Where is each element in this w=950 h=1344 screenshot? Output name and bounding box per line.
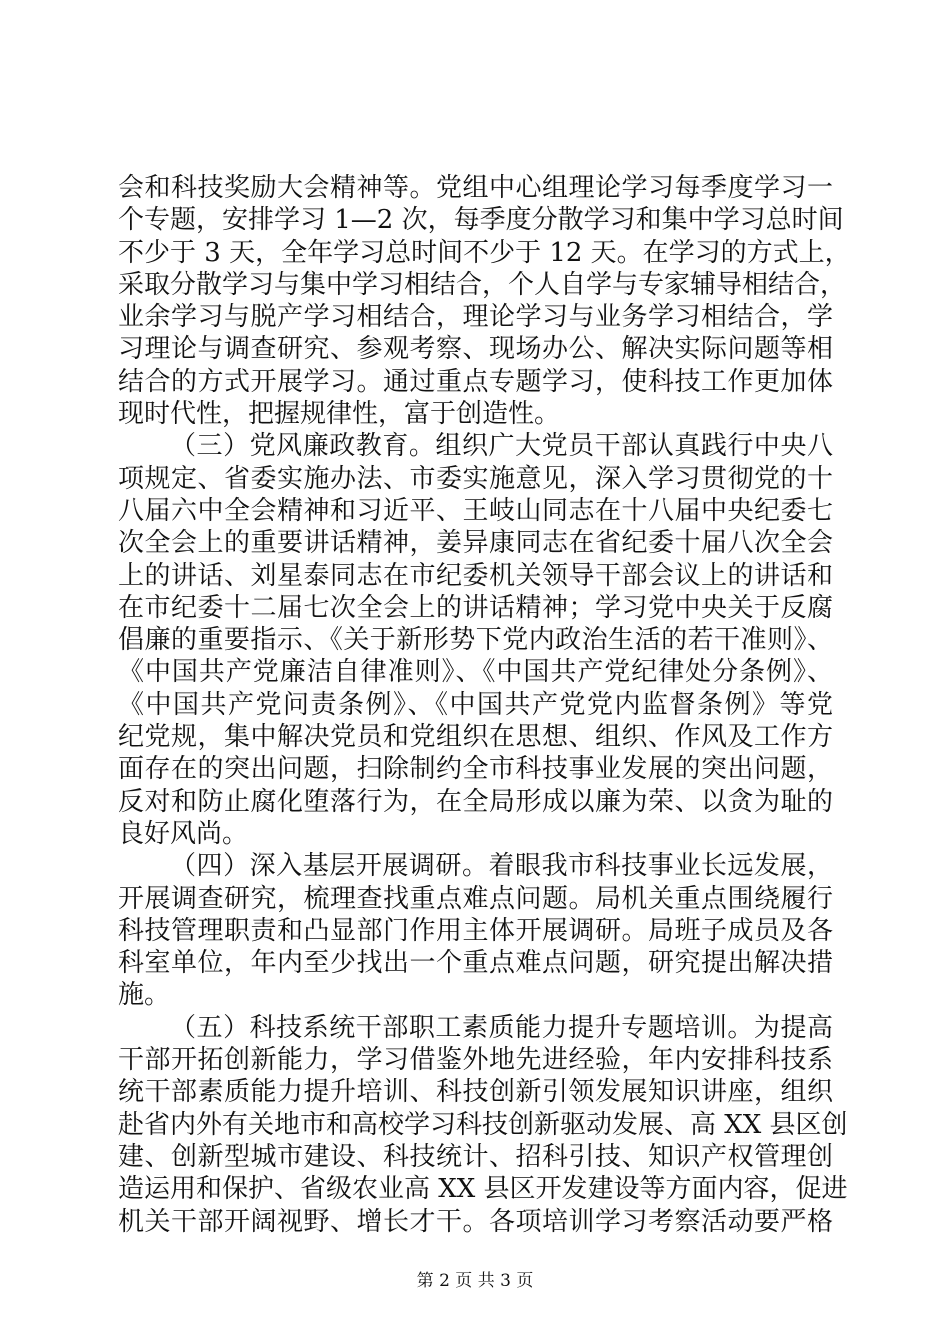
text-line: 《中国共产党问责条例》、《中国共产党党内监督条例》等党: [118, 689, 833, 720]
text-line: 干部开拓创新能力，学习借鉴外地先进经验，年内安排科技系: [118, 1045, 833, 1076]
text-line: 现时代性，把握规律性，富于创造性。: [118, 399, 561, 430]
text-line: 习理论与调查研究、参观考察、现场办公、解决实际问题等相: [118, 334, 833, 365]
text-line: 业余学习与脱产学习相结合，理论学习与业务学习相结合，学: [118, 302, 833, 333]
text-line: 科技管理职责和凸显部门作用主体开展调研。局班子成员及各: [118, 915, 833, 946]
text-line: 个专题，安排学习 1—2 次，每季度分散学习和集中学习总时间: [118, 205, 844, 236]
text-line: 面存在的突出问题，扫除制约全市科技事业发展的突出问题，: [118, 754, 833, 785]
text-line: 造运用和保护、省级农业高 XX 县区开发建设等方面内容，促进: [118, 1174, 848, 1205]
text-line: 在市纪委十二届七次全会上的讲话精神；学习党中央关于反腐: [118, 592, 833, 623]
text-line: 《中国共产党廉洁自律准则》、《中国共产党纪律处分条例》、: [118, 657, 833, 688]
text-line: 机关干部开阔视野、增长才干。各项培训学习考察活动要严格: [118, 1206, 833, 1237]
text-line: 结合的方式开展学习。通过重点专题学习，使科技工作更加体: [118, 366, 833, 397]
text-line: 统干部素质能力提升培训、科技创新引领发展知识讲座，组织: [118, 1077, 833, 1108]
text-line: 施。: [118, 980, 171, 1011]
text-line: 开展调查研究，梳理查找重点难点问题。局机关重点围绕履行: [118, 883, 833, 914]
section-heading-line: （五）科技系统干部职工素质能力提升专题培训。为提高: [170, 1012, 833, 1043]
text-line: 项规定、省委实施办法、市委实施意见，深入学习贯彻党的十: [118, 463, 833, 494]
text-line: 建、创新型城市建设、科技统计、招科引技、知识产权管理创: [118, 1141, 833, 1172]
text-line: 反对和防止腐化堕落行为，在全局形成以廉为荣、以贪为耻的: [118, 786, 833, 817]
text-line: 倡廉的重要指示、《关于新形势下党内政治生活的若干准则》、: [118, 625, 833, 656]
text-line: 上的讲话、刘星泰同志在市纪委机关领导干部会议上的讲话和: [118, 560, 833, 591]
document-body: [118, 172, 851, 1238]
text-line: 纪党规，集中解决党员和党组织在思想、组织、作风及工作方: [118, 722, 833, 753]
text-line: 采取分散学习与集中学习相结合，个人自学与专家辅导相结合，: [118, 269, 847, 300]
text-line: 次全会上的重要讲话精神，姜异康同志在省纪委十届八次全会: [118, 528, 833, 559]
text-line: 八届六中全会精神和习近平、王岐山同志在十八届中央纪委七: [118, 495, 833, 526]
text-line: 良好风尚。: [118, 818, 249, 849]
section-heading-line: （四）深入基层开展调研。着眼我市科技事业长远发展，: [170, 851, 833, 882]
page-number-label: 第 2 页 共 3 页: [416, 1271, 534, 1291]
text-line: 赴省内外有关地市和高校学习科技创新驱动发展、高 XX 县区创: [118, 1109, 848, 1140]
text-line: 科室单位，年内至少找出一个重点难点问题，研究提出解决措: [118, 948, 833, 979]
text-line: 会和科技奖励大会精神等。党组中心组理论学习每季度学习一: [118, 173, 833, 203]
section-heading-line: （三）党风廉政教育。组织广大党员干部认真践行中央八: [170, 431, 833, 462]
page-footer: [0, 1270, 950, 1292]
text-line: 不少于 3 天，全年学习总时间不少于 12 天。在学习的方式上，: [118, 237, 851, 268]
